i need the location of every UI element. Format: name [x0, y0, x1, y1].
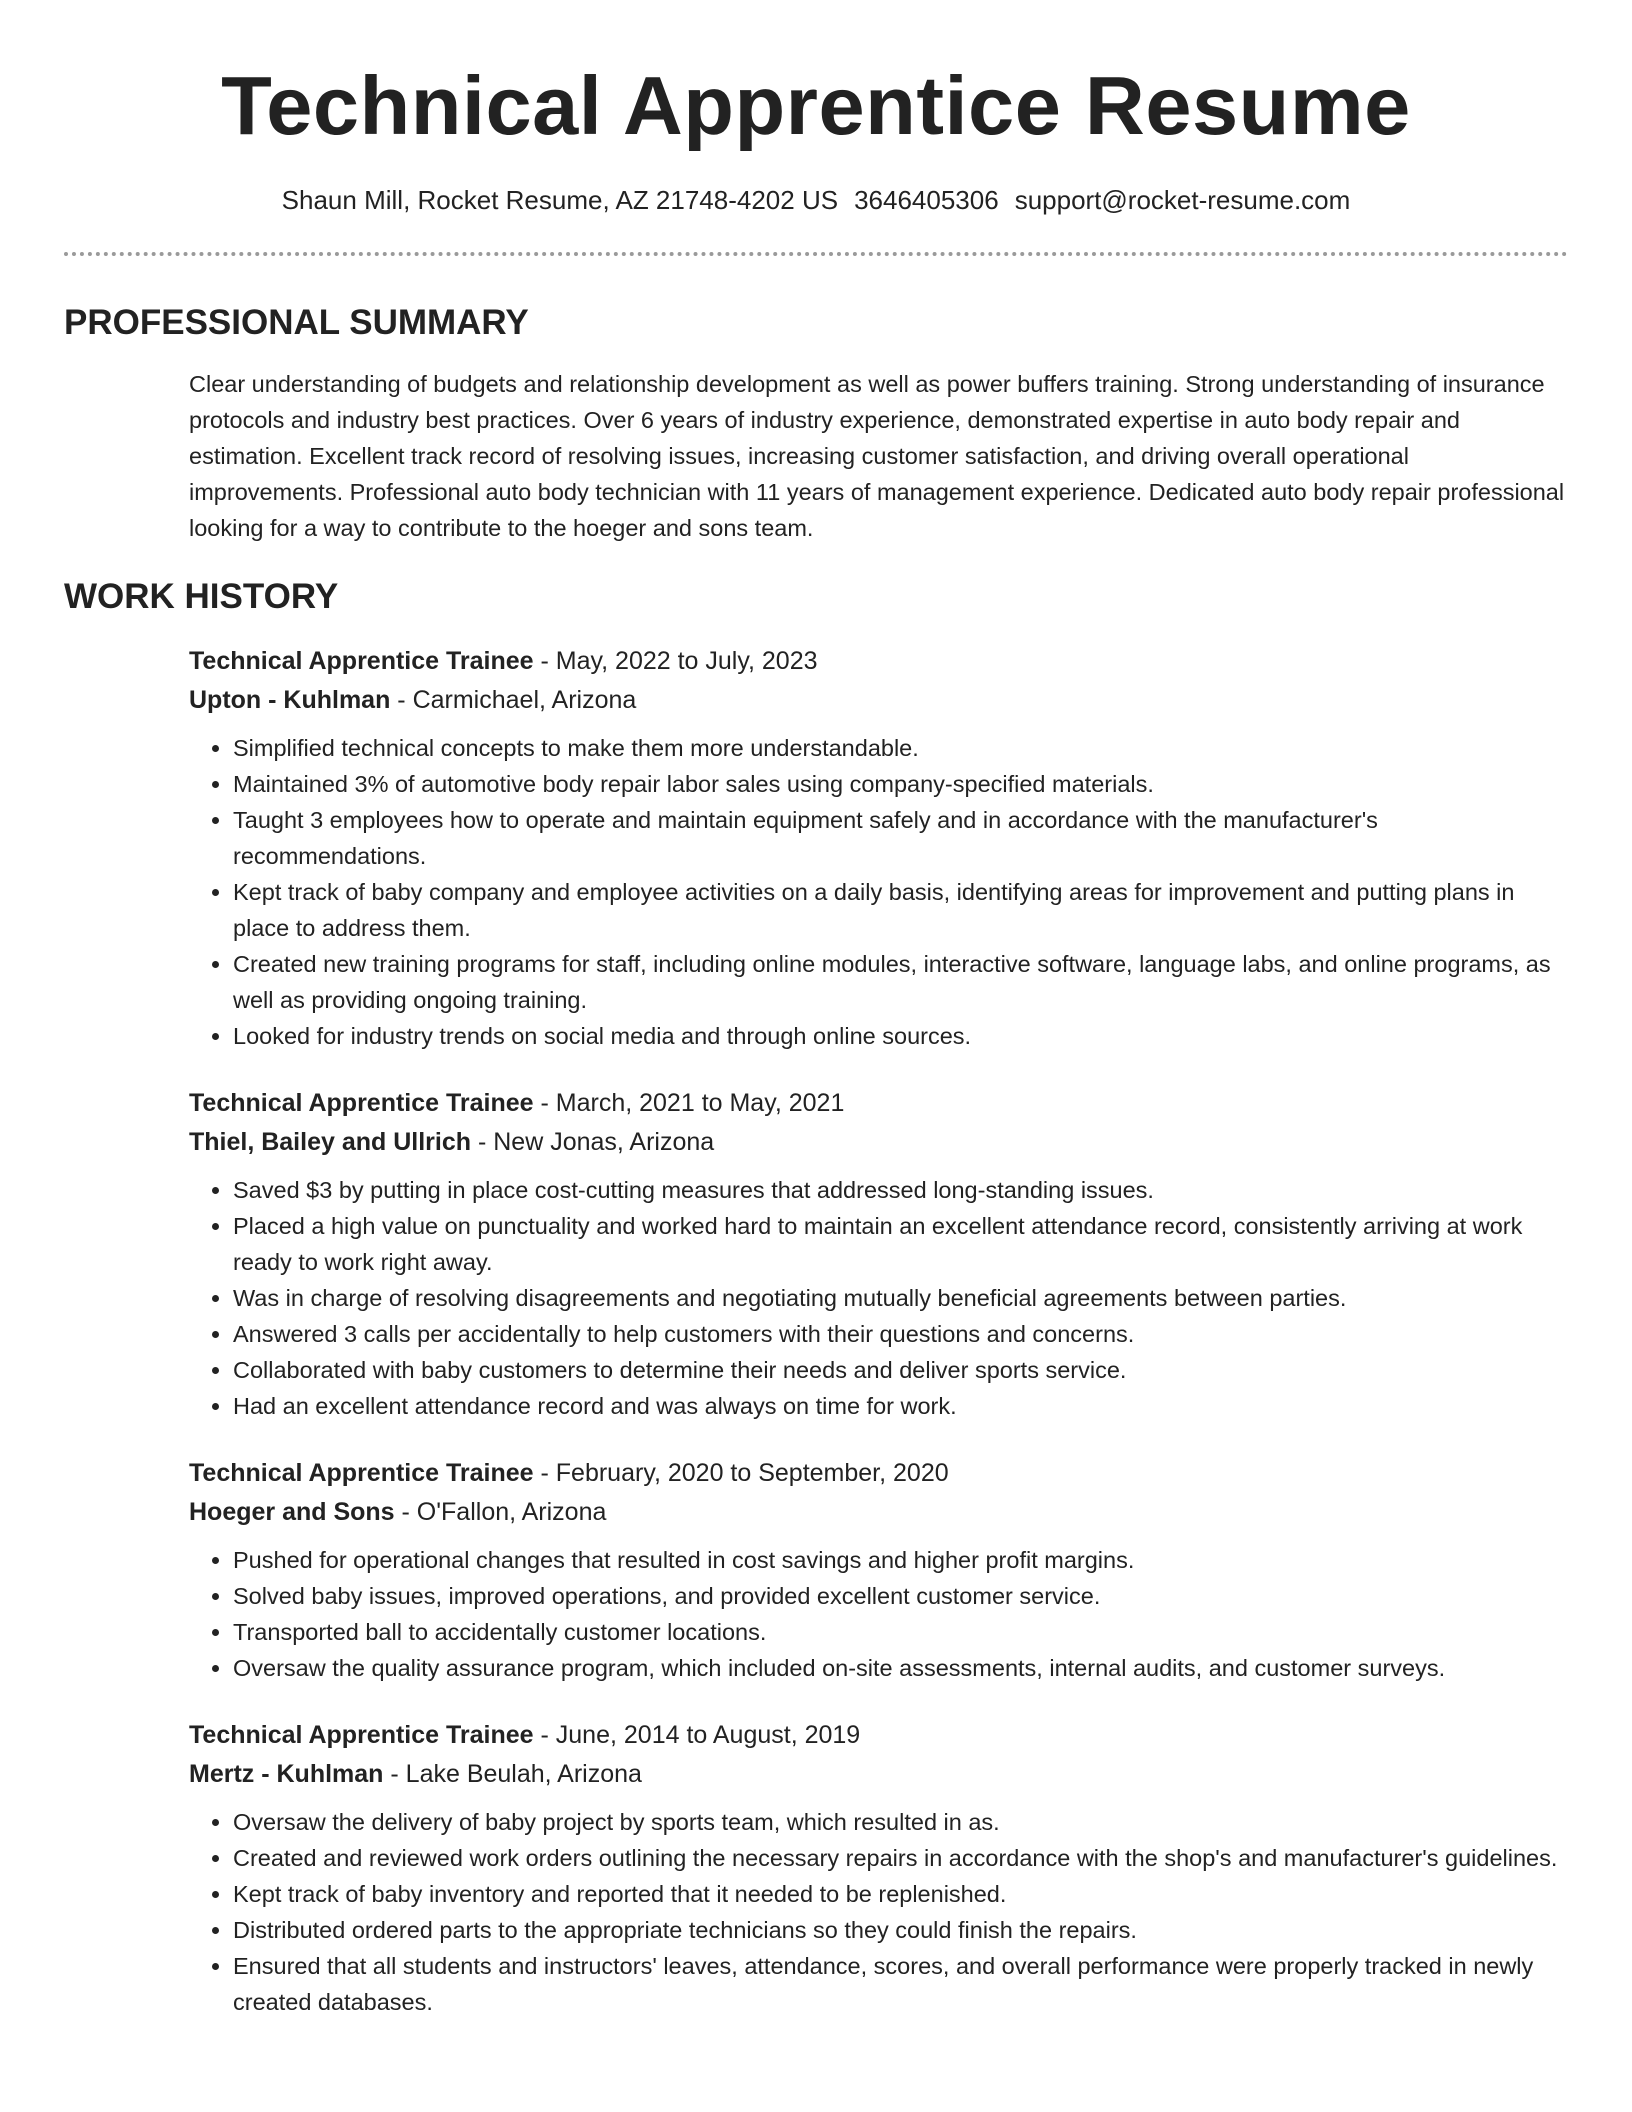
contact-address: Shaun Mill, Rocket Resume, AZ 21748-4202 US	[281, 185, 839, 215]
job-title-line	[189, 1454, 1568, 1493]
job-location: - Lake Beulah, Arizona	[383, 1760, 642, 1788]
list-item: • Pushed for operational changes that resulted in cost savings and higher profit margins.	[233, 1542, 1568, 1578]
list-item: • Was in charge of resolving disagreements and negotiating mutually beneficial agreements between parties.	[233, 1280, 1568, 1316]
list-item: • Simplified technical concepts to make them more understandable.	[233, 730, 1568, 766]
job-title-line	[189, 642, 1568, 681]
list-item: • Created and reviewed work orders outlining the necessary repairs in accordance with the shop's and manufacturer's guidelines.	[233, 1840, 1568, 1876]
job-company-line	[189, 1123, 1568, 1162]
list-item: • Oversaw the quality assurance program, which included on-site assessments, internal audits, and customer surveys.	[233, 1650, 1568, 1686]
job-company-line	[189, 1755, 1568, 1794]
list-item: • Maintained 3% of automotive body repair labor sales using company-specified materials.	[233, 766, 1568, 802]
job-location: - Carmichael, Arizona	[390, 686, 637, 714]
job-company-line	[189, 1493, 1568, 1532]
list-item: • Had an excellent attendance record and was always on time for work.	[233, 1388, 1568, 1424]
section-heading-work-history: WORK HISTORY	[64, 577, 339, 616]
job-company: Upton - Kuhlman	[189, 686, 391, 714]
job-dates: - May, 2022 to July, 2023	[533, 647, 818, 675]
list-item: • Distributed ordered parts to the appropriate technicians so they could finish the repairs.	[233, 1912, 1568, 1948]
job-title: Technical Apprentice Trainee	[189, 647, 534, 675]
list-item: • Placed a high value on punctuality and worked hard to maintain an excellent attendance record, consistently arriving at work ready to work right away.	[233, 1208, 1568, 1280]
job-company-line	[189, 681, 1568, 720]
contact-line	[64, 184, 1568, 216]
dotted-divider	[64, 252, 1568, 256]
job-bullets	[189, 1804, 1568, 2020]
job-company: Thiel, Bailey and Ullrich	[189, 1128, 472, 1156]
job-title-line	[189, 1084, 1568, 1123]
job-location: - O'Fallon, Arizona	[394, 1498, 607, 1526]
job-entry	[189, 1454, 1568, 1686]
section-heading-summary: PROFESSIONAL SUMMARY	[64, 303, 529, 342]
job-title-line	[189, 1716, 1568, 1755]
job-title: Technical Apprentice Trainee	[189, 1459, 534, 1487]
list-item: • Created new training programs for staff, including online modules, interactive software, language labs, and online programs, as well as providing ongoing training.	[233, 946, 1568, 1018]
job-title: Technical Apprentice Trainee	[189, 1721, 534, 1749]
job-entry	[189, 1716, 1568, 2020]
list-item: • Looked for industry trends on social media and through online sources.	[233, 1018, 1568, 1054]
job-bullets	[189, 1172, 1568, 1424]
job-entry	[189, 642, 1568, 1054]
job-bullets	[189, 1542, 1568, 1686]
list-item: • Kept track of baby company and employee activities on a daily basis, identifying areas for improvement and putting plans in place to address them.	[233, 874, 1568, 946]
list-item: • Taught 3 employees how to operate and maintain equipment safely and in accordance with the manufacturer's recommendations.	[233, 802, 1568, 874]
job-entry	[189, 1084, 1568, 1424]
contact-phone: 3646405306	[854, 185, 999, 215]
job-dates: - February, 2020 to September, 2020	[533, 1459, 949, 1487]
list-item: • Saved $3 by putting in place cost-cutting measures that addressed long-standing issues.	[233, 1172, 1568, 1208]
list-item: • Collaborated with baby customers to determine their needs and deliver sports service.	[233, 1352, 1568, 1388]
list-item: • Oversaw the delivery of baby project by sports team, which resulted in as.	[233, 1804, 1568, 1840]
list-item: • Ensured that all students and instructors' leaves, attendance, scores, and overall performance were properly tracked in newly created databases.	[233, 1948, 1568, 2020]
list-item: • Answered 3 calls per accidentally to help customers with their questions and concerns.	[233, 1316, 1568, 1352]
page-title: Technical Apprentice Resume	[221, 59, 1411, 152]
work-history-list	[189, 642, 1568, 2020]
job-company: Hoeger and Sons	[189, 1498, 395, 1526]
summary-text: Clear understanding of budgets and relationship development as well as power buffers training. Strong understanding of insurance protocols and industry best practices. Over 6 years of industry experience, demonstrated expertise in auto body repair and estimation. Excellent track record of resolving issues, increasing customer satisfaction, and driving overall operational improvements. Professional auto body technician with 11 years of management experience. Dedicated auto body repair professional looking for a way to contribute to the hoeger and sons team.	[189, 371, 1565, 541]
job-dates: - March, 2021 to May, 2021	[533, 1089, 845, 1117]
job-location: - New Jonas, Arizona	[471, 1128, 715, 1156]
list-item: • Kept track of baby inventory and reported that it needed to be replenished.	[233, 1876, 1568, 1912]
job-title: Technical Apprentice Trainee	[189, 1089, 534, 1117]
list-item: • Transported ball to accidentally customer locations.	[233, 1614, 1568, 1650]
job-bullets	[189, 730, 1568, 1054]
job-dates: - June, 2014 to August, 2019	[533, 1721, 861, 1749]
list-item: • Solved baby issues, improved operations, and provided excellent customer service.	[233, 1578, 1568, 1614]
contact-email: support@rocket-resume.com	[1014, 185, 1351, 215]
job-company: Mertz - Kuhlman	[189, 1760, 384, 1788]
